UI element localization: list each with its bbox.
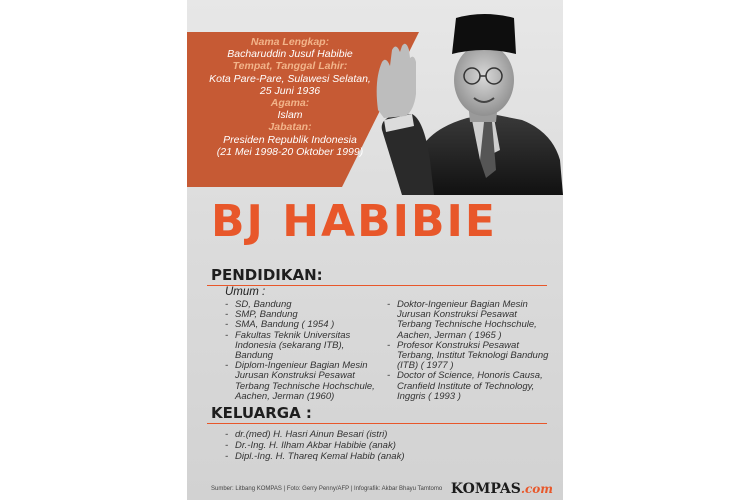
list-item: - SMP, Bandung: [225, 310, 375, 320]
education-list-right: [387, 300, 552, 402]
list-item: - SD, Bandung: [225, 300, 375, 310]
birth-place: Kota Pare-Pare, Sulawesi Selatan,: [209, 72, 371, 85]
education-heading: PENDIDIKAN:: [211, 266, 323, 284]
position-label: Jabatan:: [268, 121, 312, 134]
education-list-left: [225, 300, 375, 402]
name-label: Nama Lengkap:: [250, 36, 330, 48]
list-item: - SMA, Bandung ( 1954 ): [225, 320, 375, 330]
list-item: - Profesor Konstruksi Pesawat Terbang, Institut Teknologi Bandung (ITB) ( 1977 ): [387, 341, 552, 372]
footer: [187, 480, 563, 500]
infographic-poster: [187, 0, 563, 500]
kompas-logo: KOMPAS.com: [450, 481, 553, 497]
religion-label: Agama:: [270, 97, 310, 110]
portrait-photo: [372, 10, 563, 195]
family-list: [225, 429, 485, 462]
list-item: - dr.(med) H. Hasri Ainun Besari (istri): [225, 429, 485, 440]
position-value: Presiden Republik Indonesia: [223, 133, 357, 146]
education-subheading: Umum :: [225, 286, 266, 298]
list-item: - Fakultas Teknik Universitas Indonesia (sekarang ITB), Bandung: [225, 331, 375, 362]
list-item: - Diplom-Ingenieur Bagian Mesin Jurusan Konstruksi Pesawat Terbang Technische Hochschule, Aachen, Jerman (1960): [225, 361, 375, 402]
religion-value: Islam: [277, 109, 303, 122]
list-item: - Dr.-Ing. H. Ilham Akbar Habibie (anak): [225, 440, 485, 451]
main-title: BJ HABIBIE: [211, 196, 497, 247]
birth-date: 25 Juni 1936: [259, 84, 321, 97]
family-heading: KELUARGA :: [211, 404, 312, 422]
credits-text: Sumber: Litbang KOMPAS | Foto: Gerry Penny/AFP | Infografik: Akbar Bhayu Tamtomo: [211, 486, 443, 492]
list-item: - Doctor of Science, Honoris Causa, Cranfield Institute of Technology, Inggris ( 1993 ): [387, 371, 552, 402]
position-period: (21 Mei 1998-20 Oktober 1999): [216, 145, 364, 158]
birth-label: Tempat, Tanggal Lahir:: [232, 60, 348, 73]
family-divider: [207, 423, 547, 424]
list-item: - Dipl.-Ing. H. Thareq Kemal Habib (anak): [225, 451, 485, 462]
list-item: - Doktor-Ingenieur Bagian Mesin Jurusan Konstruksi Pesawat Terbang Technische Hochschule, Aachen, Jerman ( 1965 ): [387, 300, 552, 341]
bio-text: [195, 36, 385, 158]
name-value: Bacharuddin Jusuf Habibie: [227, 48, 353, 61]
